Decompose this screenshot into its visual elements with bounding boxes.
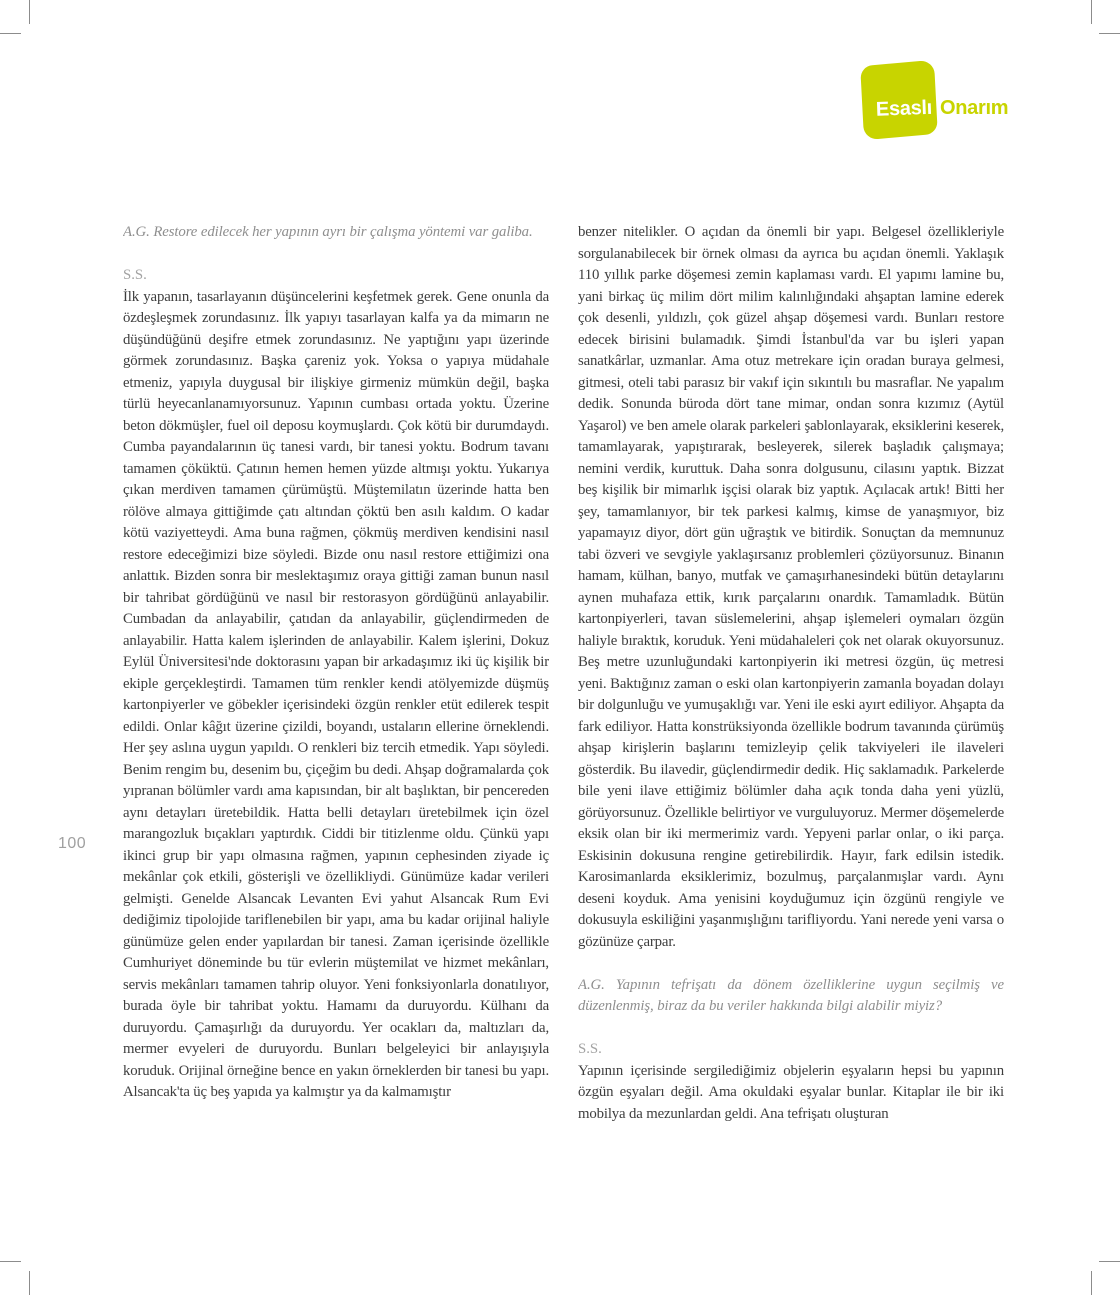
crop-mark-top-right-vertical [1091, 0, 1092, 24]
interview-answer: İlk yapanın, tasarlayanın düşüncelerini keşfetmek gerek. Gene onunla da özdeşleşmek zorundasınız. İlk yapıyı tasarlayan kalfa ya da mimarın ne düşündüğünü deşifre etmek zorundasınız. Ne yaptığını yapı üzerinde görmek zorundasınız. Başka çareniz yok. Yoksa o yapıya müdahale etmeniz, yapıyla duygusal bir ilişkiye girmeniz mümkün değil, başka türlü heyecanlanamıyorsunuz. Yapının cumbası ortada yoktu. Üzerine beton dökmüşler, fuel oil deposu koymuşlardı. Çok kötü bir durumdaydı. Cumba payandalarının üç tanesi vardı, bir tanesi yoktu. Bodrum tavanı tamamen çöküktü. Çatının hemen hemen yüzde altmışı yoktu. Yukarıya çıkan merdiven tamamen çürümüştü. Müştemilatın üzerinde hatta ben rölöve almaya gittiğimde çatı altından çöktü ben asılı kaldım. O kadar kötü vaziyetteydi. Ama buna rağmen, çökmüş merdiven kendisini nasıl restore edeceğimizi bize söyledi. Bizde onu nasıl restore ettiğimizi ona anlattık. Bizden sonra bir meslektaşımız oraya gittiği zaman bunun nasıl bir tahribat gördüğünü ve nasıl bir restorasyon gördüğünü anlayabilir. Cumbadan da anlayabilir, çatıdan da anlayabilir, güçlendirmeden de anlayabilir. Hatta kalem işlerinden de anlayabilir. Kalem işlerini, Dokuz Eylül Üniversitesi'nde doktorasını yapan bir arkadaşımız iki üç kişilik bir ekiple gerçekleştirdi. Tamamen tüm renkler kendi atölyemizde düşmüş kartonpiyerler ve göbekler içerisindeki özgün renkler etüt edilerek tespit edildi. Onlar kâğıt üzerine çizildi, boyandı, ustaların ellerine örneklendi. Her şey aslına uygun yapıldı. O renkleri biz tercih etmedik. Yapı söyledi. Benim rengim bu, desenim bu, çiçeğim bu dedi. Ahşap doğramalarda çok yıpranan bölümler vardı ama kapısından, bir alt başlıktan, bir pencereden aynı detayları üretebildik. Hatta belli detayları üretebilmek için özel marangozluk bıçakları yaptırdık. Ciddi bir titizlenme oldu. Çünkü yapı ikinci grup bir yapı olmasına rağmen, yapının cephesinden ziyade iç mekânlar çok etkili, gösterişli ve özellikliydi. Günümüze kadar verileri gelmişti. Genelde Alsancak Levanten Evi yahut Alsancak Rum Evi dediğimiz tipolojide tariflenebilen bir yapı, ama bu kadar orijinal haliyle günümüze gelen ender yapılardan bir tanesi. Zaman içerisinde özellikle Cumhuriyet döneminde bu tür evlerin müştemilat ve hizmet mekânları, servis mekânları tamamen tahrip oluyor. Yeni fonksiyonlarla donatılıyor, burada öyle bir tahribat yoktu. Hamamı da duruyordu. Külhanı da duruyordu. Çamaşırlığı da duruyordu. Yer ocakları da, maltızları da, mermer evyeleri de duruyordu. Bunları belgeleyici bir anlayışıyla koruduk. Orijinal örneğine bence en yakın örneklerden bir tanesi bu yapı. Alsancak'ta üç beş yapıda ya kalmıştır ya da kalmamıştır [123, 288, 549, 1100]
crop-mark-top-left-horizontal [0, 33, 21, 34]
interview-answer: Yapının içerisinde sergilediğimiz objelerin eşyaların hepsi bu yapının özgün eşyaları değil. Ama okuldaki eşyalar bunlar. Kitaplar ile bir iki mobilya da mezunlardan geldi. Ana tefrişatı oluşturan [578, 1062, 1004, 1122]
right-column [578, 222, 1004, 1125]
interview-answer-continuation: benzer nitelikler. O açıdan da önemli bir yapı. Belgesel özellikleriyle sorgulanabilecek bir örnek olması da ayrıca bu açıdan önemli. Yaklaşık 110 yıllık parke döşemesi zemin kaplaması vardı. El yapımı lamine bu, yani birkaç üç milim dört milim kalınlığındaki ahşaptan lamine ederek çok desenli, yıldızlı, çok güzel ahşap döşemesi vardı. Bunları restore edecek birisini bulamadık. Şimdi İstanbul'da var bu işleri yapan sanatkârlar, uzmanlar. Ama otuz metrekare için oradan buraya gelmesi, gitmesi, oteli tabi parasız bir vakıf için sıkıntılı bu masraflar. Ne yapalım dedik. Sonunda büroda dört tane mimar, ondan sonra kızımız (Aytül Yaşarol) ve ben amele olarak parkeleri şablonlayarak, eksiklerini keserek, tamamlayarak, yapıştırarak, besleyerek, silerek başladık çalışmaya; nemini verdik, kuruttuk. Daha sonra dolgusunu, cilasını yaptık. Bizzat beş kişilik bir mimarlık işçisi olarak biz yaptık. Açılacak artık! Bitti her şey, tamamlanıyor, bir tek parkesi kalmış, kimse de yanaşmıyor, biz yapamayız diyor, dört gün uğraştık ve bitirdik. Sonuçtan da memnunuz tabi özveri ve sevgiyle yaklaşırsanız problemleri çözüyorsunuz. Binanın hamam, külhan, banyo, mutfak ve çamaşırhanesindeki bütün detaylarını aynen muhafaza ettik, kırık parçalarını onardık. Tamamladık. Bütün kartonpiyerleri, tavan süslemelerini, ahşap işlemeleri oymaları özgün haliyle bıraktık, koruduk. Yeni müdahaleleri çok net olarak okuyorsunuz. Beş metre uzunluğundaki kartonpiyerin iki metresi özgün, üç metresi yeni. Baktığınız zaman o eski olan kartonpiyerin zamanla boyadan dolayı bir dolgunluğu ve yumuşaklığı var. Yeni ile eski ayırt ediliyor. Ahşapta da fark ediliyor. Hatta konstrüksiyonda özellikle bodrum tavanında çürümüş ahşap kirişlerin başlarını temizleyip çelik takviyeleri ile ilaveleri gösterdik. Bu ilavedir, güçlendirmedir dedik. Hiç saklamadık. Parkelerde bile yeni ilave ettiğimiz bölümler daha açık tonda daha yeni yüzlü, görüyorsunuz. Özellikle belirtiyor ve vurguluyoruz. Mermer döşemelerde eksik olan bir iki mermerimiz vardı. Yepyeni parlar onlar, o iki parça. Eskisinin dokusuna rengine getirebilirdik. Hayır, fark edilsin istedik. Karosimanlarda eksiklerimiz, bozulmuş, parçalanmışlar vardı. Aynı deseni koyduk. Ama yenisini koyduğumuz için özgünü rengiyle ve dokusuyla eskiliğini yaşanmışlığını tarifliyordu. Yani nerede yeni varsa o gözünüze çarpar. [578, 224, 1004, 950]
logo-text-esasli: Esaslı [875, 96, 933, 121]
crop-mark-bottom-left-horizontal [0, 1261, 21, 1262]
crop-mark-top-right-horizontal [1099, 33, 1120, 34]
logo-text-onarim: Onarım [940, 97, 1009, 119]
left-column [123, 222, 549, 1104]
speaker-label: S.S. [123, 267, 147, 283]
speaker-label: S.S. [578, 1041, 602, 1057]
crop-mark-bottom-right-vertical [1091, 1271, 1092, 1295]
crop-mark-bottom-left-vertical [29, 1271, 30, 1295]
interviewer-question: A.G. Yapının tefrişatı da dönem özelliklerine uygun seçilmiş ve düzenlenmiş, biraz da bu veriler hakkında bilgi alabilir miyiz? [578, 976, 1004, 1014]
esasli-onarim-logo [856, 58, 1016, 144]
page-number: 100 [58, 835, 87, 852]
interviewer-question: A.G. Restore edilecek her yapının ayrı bir çalışma yöntemi var galiba. [123, 224, 533, 240]
crop-mark-bottom-right-horizontal [1099, 1261, 1120, 1262]
crop-mark-top-left-vertical [29, 0, 30, 24]
